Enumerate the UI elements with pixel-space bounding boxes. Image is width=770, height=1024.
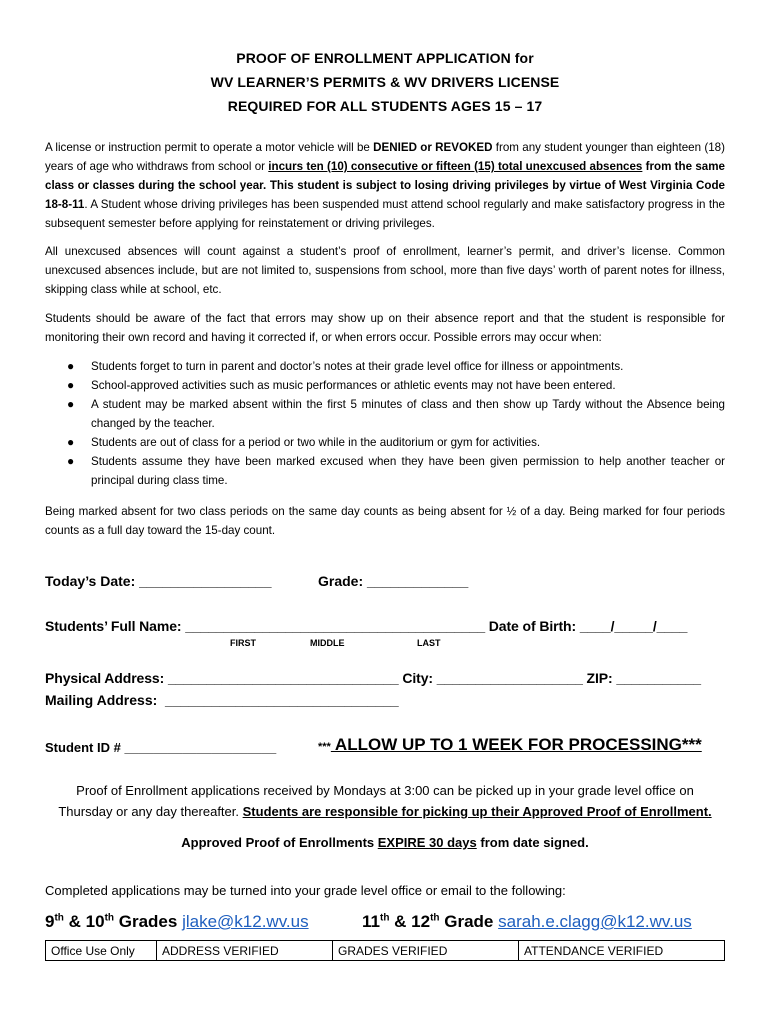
intro-text-3: from any student younger than eighteen (18) years of age who withdraws from school or bbox=[45, 141, 725, 173]
todays-date-field[interactable]: Today’s Date: _________________ bbox=[45, 573, 272, 589]
office-use-table bbox=[45, 940, 725, 961]
grades-verified-cell[interactable]: GRADES VERIFIED bbox=[333, 941, 519, 961]
last-name-label: LAST bbox=[417, 638, 441, 648]
intro-text-1: A license or instruction permit to operate a motor vehicle will be bbox=[45, 141, 374, 154]
grade-12-suffix: th bbox=[430, 912, 440, 924]
mailing-address-field[interactable]: Mailing Address: ______________________________ bbox=[45, 692, 399, 708]
intro-paragraph bbox=[45, 138, 725, 233]
grades-9-10-contact bbox=[45, 912, 309, 932]
list-item bbox=[45, 433, 725, 452]
errors-paragraph: Students should be aware of the fact that errors may show up on their absence report and that the student is responsible for monitoring their own record and having it corrected if, or when errors occur. Possible errors may occur when: bbox=[45, 312, 725, 344]
title-line-1: PROOF OF ENROLLMENT APPLICATION for bbox=[236, 50, 534, 66]
first-name-label: FIRST bbox=[230, 638, 256, 648]
intro-code-text: from the same class or classes during the school year. This student is subject to losing driving privileges by virtue of West Virginia Code 18-8-11 bbox=[45, 160, 725, 211]
list-item bbox=[45, 452, 725, 490]
grade-9-number: 9 bbox=[45, 912, 55, 931]
pickup-line-1: Proof of Enrollment applications received by Mondays at 3:00 can be picked up in your grade level office on bbox=[76, 783, 694, 798]
expire-notice bbox=[0, 832, 770, 853]
grades-11-12-contact bbox=[362, 912, 692, 932]
processing-stars: *** bbox=[318, 741, 331, 753]
list-item-text: Students forget to turn in parent and doctor’s notes at their grade level office for illness or appointments. bbox=[91, 360, 624, 373]
list-item bbox=[45, 395, 725, 433]
student-id-field[interactable]: Student ID # _____________________ bbox=[45, 740, 277, 755]
bullet-icon: ● bbox=[67, 359, 75, 373]
processing-notice bbox=[318, 735, 702, 755]
physical-address-field[interactable]: Physical Address: ______________________________ City: ___________________ ZIP: ___________ bbox=[45, 670, 701, 686]
grade-10-suffix: th bbox=[104, 912, 115, 924]
grade-field[interactable]: Grade: _____________ bbox=[318, 573, 469, 589]
pickup-line-2 bbox=[0, 801, 770, 822]
bullet-icon: ● bbox=[67, 454, 75, 468]
list-item-text: Students are out of class for a period or two while in the auditorium or gym for activities. bbox=[91, 436, 541, 449]
title-line-3: REQUIRED FOR ALL STUDENTS AGES 15 – 17 bbox=[227, 98, 543, 114]
attendance-verified-cell[interactable]: ATTENDANCE VERIFIED bbox=[519, 941, 725, 961]
expire-text-a: Approved Proof of Enrollments bbox=[181, 835, 378, 850]
pickup-line-2a: Thursday or any day thereafter. bbox=[58, 804, 243, 819]
bullet-icon: ● bbox=[67, 397, 75, 411]
unexcused-paragraph: All unexcused absences will count against a student’s proof of enrollment, learner’s permit, and driver’s license. Common unexcused absences include, but are not limited to, suspensions from school, more than five days’ worth of parent notes for illness, skipping class while at school, etc. bbox=[45, 245, 725, 296]
expire-30-days: EXPIRE 30 days bbox=[377, 835, 477, 850]
list-item-text: A student may be marked absent within the first 5 minutes of class and then show up Tardy without the Absence being changed by the teacher. bbox=[91, 398, 725, 430]
list-item-text: School-approved activities such as music performances or athletic events may not have been entered. bbox=[91, 379, 616, 392]
pickup-paragraph bbox=[0, 780, 770, 822]
processing-text: ALLOW UP TO 1 WEEK FOR PROCESSING*** bbox=[330, 735, 702, 754]
grades-11-12-label: Grade bbox=[439, 912, 499, 931]
bullet-icon: ● bbox=[67, 435, 75, 449]
bullet-icon: ● bbox=[67, 378, 75, 392]
grade-10-number: & 10 bbox=[63, 912, 105, 931]
errors-list bbox=[45, 357, 725, 490]
intro-denied-revoked: DENIED or REVOKED bbox=[373, 141, 493, 154]
pickup-responsibility: Students are responsible for picking up their Approved Proof of Enrollment. bbox=[242, 804, 712, 819]
title-line-2: WV LEARNER’S PERMITS & WV DRIVERS LICENSE bbox=[210, 74, 560, 90]
list-item bbox=[45, 376, 725, 395]
grades-9-10-label: Grades bbox=[114, 912, 183, 931]
grade-12-number: & 12 bbox=[389, 912, 431, 931]
full-name-field[interactable]: Students’ Full Name: _______________________________________ Date of Birth: ____/_____/____ bbox=[45, 618, 688, 634]
email-link-jlake[interactable]: jlake@k12.wv.us bbox=[182, 912, 309, 931]
table-row bbox=[46, 941, 725, 961]
expire-text-c: from date signed. bbox=[476, 835, 589, 850]
grade-11-number: 11 bbox=[362, 912, 380, 931]
office-use-only-cell: Office Use Only bbox=[46, 941, 157, 961]
email-link-sclagg[interactable]: sarah.e.clagg@k12.wv.us bbox=[498, 912, 692, 931]
grade-9-suffix: th bbox=[54, 912, 64, 924]
half-day-paragraph: Being marked absent for two class periods on the same day counts as being absent for ½ of a day. Being marked for four periods counts as a full day toward the 15-day count. bbox=[45, 505, 725, 537]
grade-11-suffix: th bbox=[379, 912, 390, 924]
list-item bbox=[45, 357, 725, 376]
intro-text-6: . A Student whose driving privileges has been suspended must attend school regularly and make satisfactory progress in the subsequent semester before applying for reinstatement or driving privileges. bbox=[45, 198, 725, 230]
completed-instructions: Completed applications may be turned into your grade level office or email to the following: bbox=[45, 883, 566, 898]
middle-name-label: MIDDLE bbox=[310, 638, 345, 648]
address-verified-cell[interactable]: ADDRESS VERIFIED bbox=[157, 941, 333, 961]
intro-absences-rule: incurs ten (10) consecutive or fifteen (15) total unexcused absences bbox=[268, 160, 643, 173]
list-item-text: Students assume they have been marked excused when they have been given permission to help another teacher or principal during class time. bbox=[91, 455, 725, 487]
